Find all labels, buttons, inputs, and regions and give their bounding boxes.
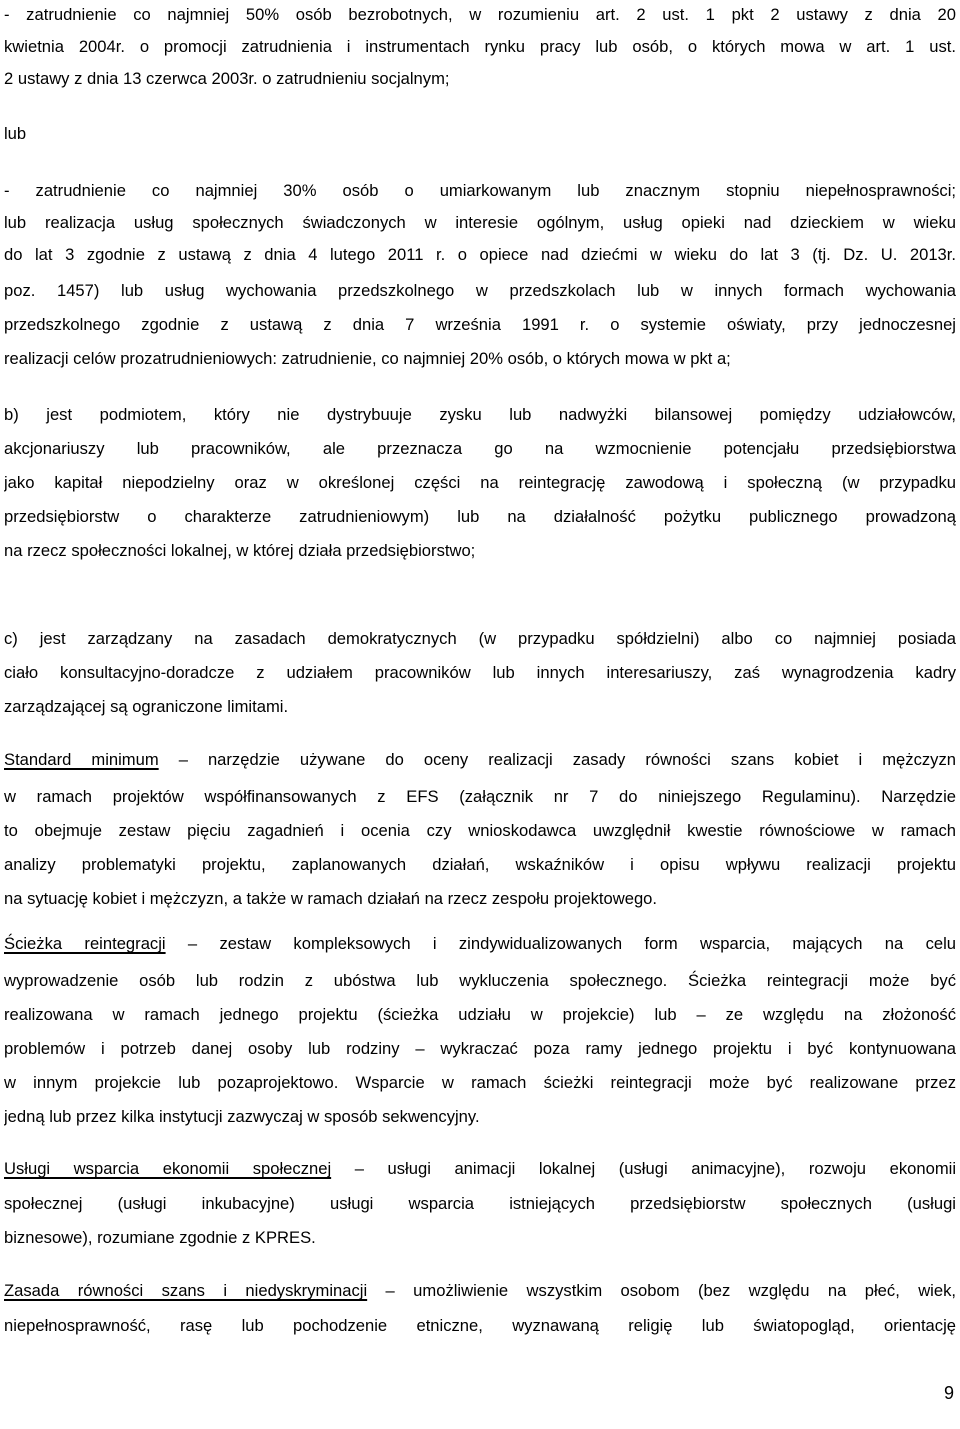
list-item-c-line: zarządzającej są ograniczone limitami.: [4, 697, 289, 716]
definition-line: w ramach projektów współfinansowanych z EFS (załącznik nr 7 do niniejszego Regulaminu). Narzędzie: [4, 787, 956, 806]
definition-line: to obejmuje zestaw pięciu zagadnień i ocenia czy wnioskodawca uwzględnił kwestie równościowe w ramach: [4, 821, 956, 840]
definition-term: Ścieżka reintegracji: [4, 934, 166, 953]
definition-standard-minimum: [4, 749, 956, 771]
definition-sciezka-reintegracji: [4, 933, 956, 955]
page-number: 9: [943, 1383, 954, 1403]
definition-line: niepełnosprawność, rasę lub pochodzenie etniczne, wyznawaną religię lub światopogląd, orientację: [4, 1316, 956, 1335]
paragraph-line: lub realizacja usług społecznych świadczonych w interesie ogólnym, usług opieki nad dzieckiem w wieku: [4, 213, 956, 232]
paragraph-line: do lat 3 zgodnie z ustawą z dnia 4 lutego 2011 r. o opiece nad dziećmi w wieku do lat 3 (tj. Dz. U. 2013r.: [4, 245, 956, 264]
definition-uslugi-wsparcia-es: [4, 1158, 956, 1180]
definition-term: Usługi wsparcia ekonomii społecznej: [4, 1159, 332, 1178]
list-item-c-line: c) jest zarządzany na zasadach demokratycznych (w przypadku spółdzielni) albo co najmniej posiada: [4, 629, 956, 648]
list-item-b-line: jako kapitał niepodzielny oraz w określonej części na reintegrację zawodową i społeczną (w przypadku: [4, 473, 956, 492]
paragraph-line: poz. 1457) lub usług wychowania przedszkolnego w przedszkolach lub w innych formach wychowania: [4, 281, 956, 300]
paragraph-line: kwietnia 2004r. o promocji zatrudnienia i instrumentach rynku pracy lub osób, o których mowa w art. 1 ust.: [4, 37, 956, 56]
definition-line: w innym projekcie lub pozaprojektowo. Wsparcie w ramach ścieżki reintegracji może być realizowane przez: [4, 1073, 956, 1092]
definition-line: na sytuację kobiet i mężczyzn, a także w ramach działań na rzecz zespołu projektowego.: [4, 889, 658, 908]
definition-text: – narzędzie używane do oceny realizacji zasady równości szans kobiet i mężczyzn: [158, 750, 956, 769]
definition-line: społecznej (usługi inkubacyjne) usługi wsparcia istniejących przedsiębiorstw społecznych (usługi: [4, 1194, 956, 1213]
definition-text: – umożliwienie wszystkim osobom (bez względu na płeć, wiek,: [367, 1281, 956, 1300]
paragraph-line: - zatrudnienie co najmniej 50% osób bezrobotnych, w rozumieniu art. 2 ust. 1 pkt 2 ustawy z dnia 20: [4, 5, 956, 24]
definition-term: Zasada równości szans i niedyskryminacji: [4, 1281, 368, 1300]
definition-line: biznesowe), rozumiane zgodnie z KPRES.: [4, 1228, 316, 1247]
definition-line: analizy problematyki projektu, zaplanowanych działań, wskaźników i opisu wpływu realizacji projektu: [4, 855, 956, 874]
definition-line: wyprowadzenie osób lub rodzin z ubóstwa lub wykluczenia społecznego. Ścieżka reintegracji może być: [4, 971, 956, 990]
definition-term: Standard minimum: [4, 750, 159, 769]
list-item-b-line: akcjonariuszy lub pracowników, ale przeznacza go na wzmocnienie potencjału przedsiębiorstwa: [4, 439, 956, 458]
definition-line: problemów i potrzeb danej osoby lub rodziny – wykraczać poza ramy jednego projektu i być kontynuowana: [4, 1039, 956, 1058]
paragraph-line: przedszkolnego zgodnie z ustawą z dnia 7 września 1991 r. o systemie oświaty, przy jednoczesnej: [4, 315, 956, 334]
list-item-b-line: b) jest podmiotem, który nie dystrybuuje zysku lub nadwyżki bilansowej pomiędzy udziałowców,: [4, 405, 956, 424]
definition-text: – usługi animacji lokalnej (usługi animacyjne), rozwoju ekonomii: [331, 1159, 956, 1178]
paragraph-line: - zatrudnienie co najmniej 30% osób o umiarkowanym lub znacznym stopniu niepełnosprawności;: [4, 181, 956, 200]
definition-line: realizowana w ramach jednego projektu (ścieżka udziału w projekcie) lub – ze względu na złożoność: [4, 1005, 956, 1024]
definition-text: – zestaw kompleksowych i zindywidualizowanych form wsparcia, mających na celu: [165, 934, 956, 953]
list-item-b-line: na rzecz społeczności lokalnej, w której działa przedsiębiorstwo;: [4, 541, 476, 560]
definition-zasada-rownosci: [4, 1280, 956, 1302]
paragraph-line: 2 ustawy z dnia 13 czerwca 2003r. o zatrudnieniu socjalnym;: [4, 69, 450, 88]
paragraph-line: realizacji celów prozatrudnieniowych: zatrudnienie, co najmniej 20% osób, o których mowa w pkt a;: [4, 349, 731, 368]
list-item-c-line: ciało konsultacyjno-doradcze z udziałem pracowników lub innych interesariuszy, zaś wynagrodzenia kadry: [4, 663, 956, 682]
definition-line: jedną lub przez kilka instytucji zazwyczaj w sposób sekwencyjny.: [4, 1107, 480, 1126]
connector-word: lub: [4, 124, 27, 143]
list-item-b-line: przedsiębiorstw o charakterze zatrudnieniowym) lub na działalność pożytku publicznego prowadzoną: [4, 507, 956, 526]
